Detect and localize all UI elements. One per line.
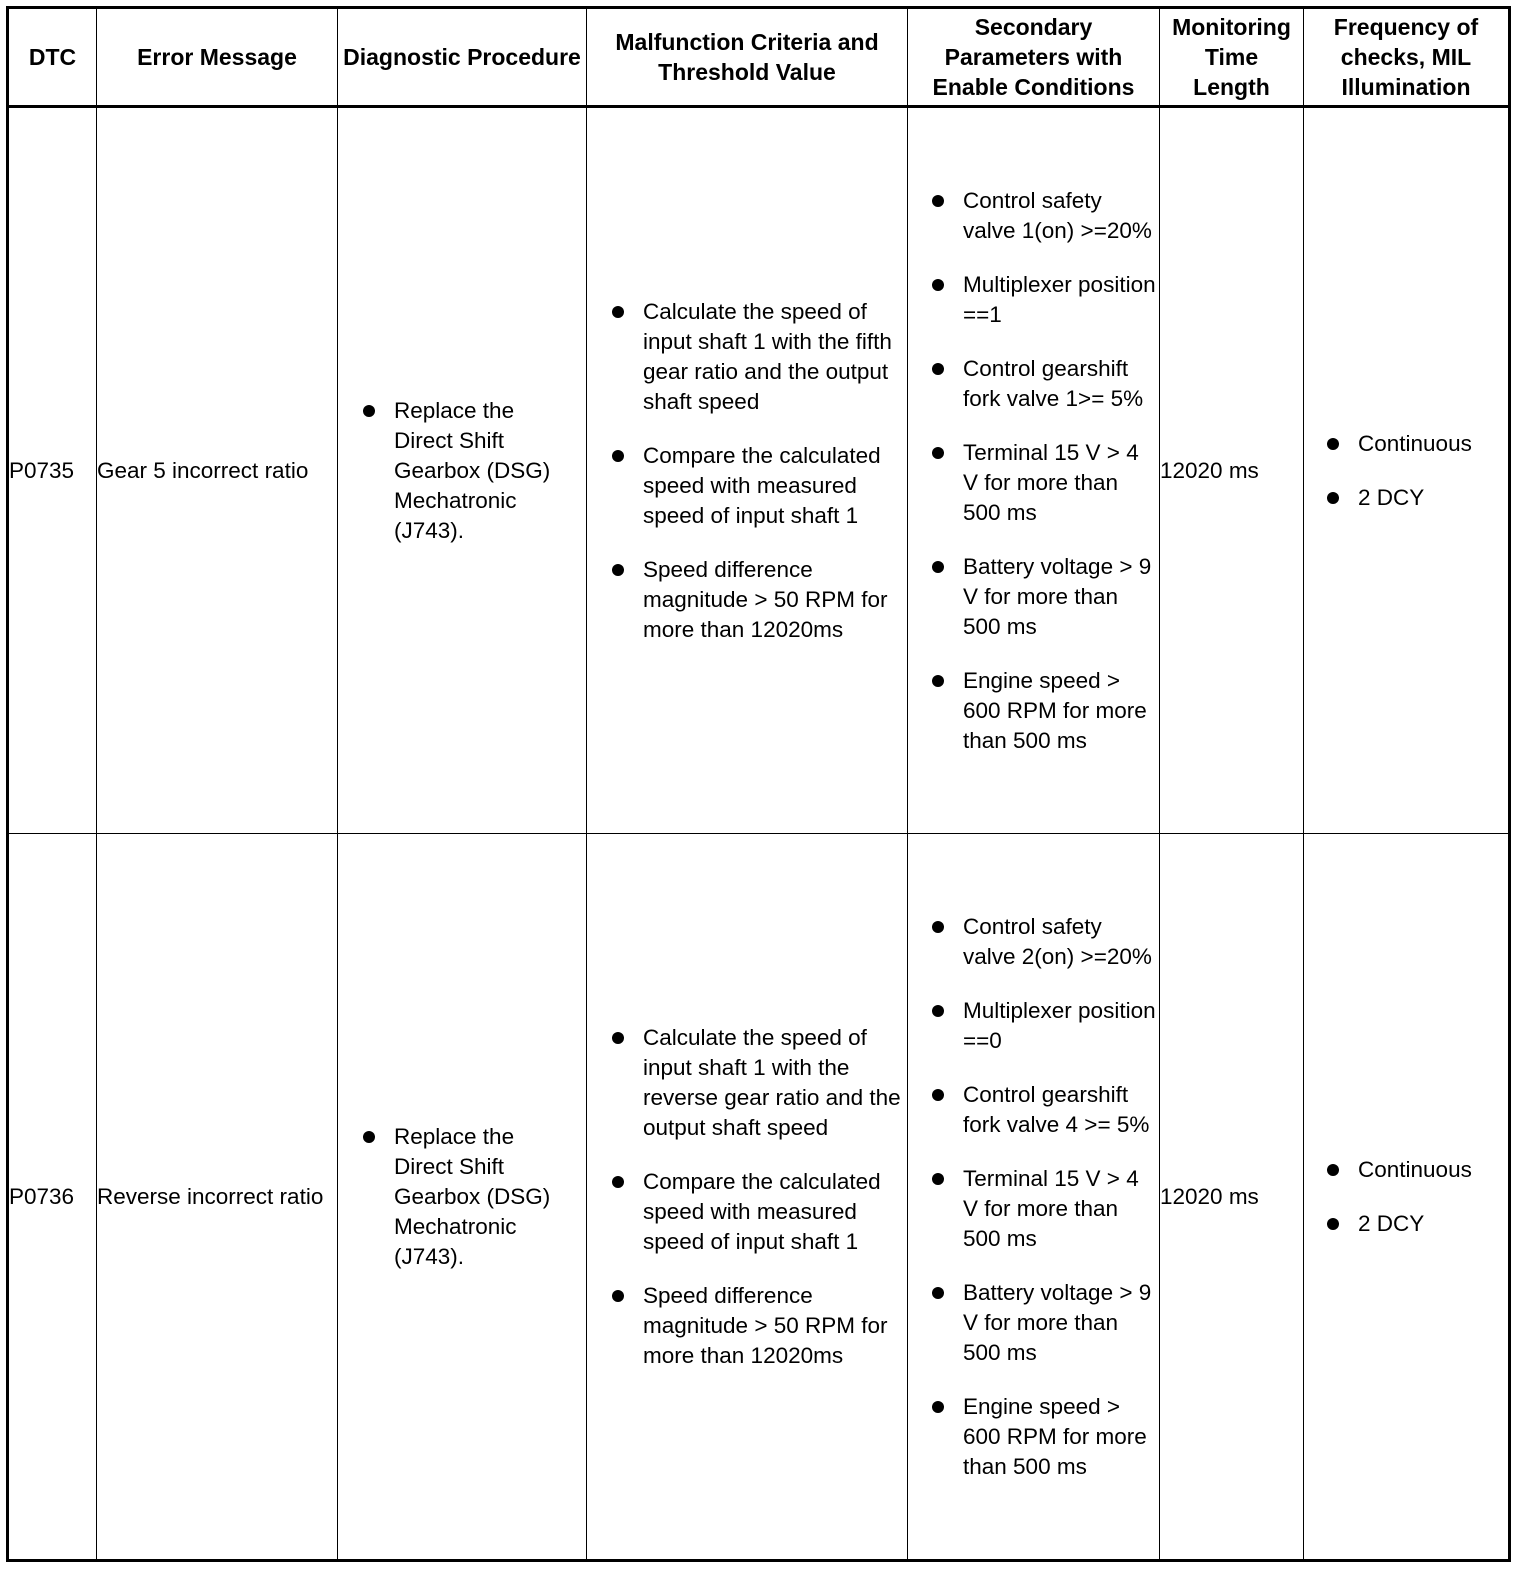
dtc-code: P0735 <box>8 107 97 834</box>
malfunction-criteria-cell <box>587 834 908 1561</box>
header-malfunction-criteria: Malfunction Criteria and Threshold Value <box>587 8 908 107</box>
bullet-list <box>338 1122 586 1272</box>
bullet-item: Multiplexer position ==1 <box>963 270 1157 330</box>
bullet-item: Speed difference magnitude > 50 RPM for more than 12020ms <box>643 555 901 645</box>
header-error-message: Error Message <box>97 8 338 107</box>
dtc-code: P0736 <box>8 834 97 1561</box>
monitoring-time: 12020 ms <box>1160 834 1304 1561</box>
bullet-item: Multiplexer position ==0 <box>963 996 1157 1056</box>
bullet-list <box>1304 429 1508 513</box>
bullet-item: Replace the Direct Shift Gearbox (DSG) Mechatronic (J743). <box>394 396 578 546</box>
bullet-item: Terminal 15 V > 4 V for more than 500 ms <box>963 438 1157 528</box>
header-diagnostic-procedure: Diagnostic Procedure <box>338 8 587 107</box>
bullet-item: Calculate the speed of input shaft 1 with the fifth gear ratio and the output shaft speed <box>643 297 901 417</box>
bullet-item: Terminal 15 V > 4 V for more than 500 ms <box>963 1164 1157 1254</box>
secondary-parameters-cell <box>908 107 1160 834</box>
malfunction-criteria-cell <box>587 107 908 834</box>
secondary-parameters-cell <box>908 834 1160 1561</box>
bullet-item: Engine speed > 600 RPM for more than 500 ms <box>963 1392 1157 1482</box>
bullet-list <box>1304 1155 1508 1239</box>
bullet-item: Control gearshift fork valve 4 >= 5% <box>963 1080 1157 1140</box>
header-frequency: Frequency of checks, MIL Illumination <box>1304 8 1510 107</box>
bullet-item: Continuous <box>1358 1155 1506 1185</box>
error-message: Gear 5 incorrect ratio <box>97 107 338 834</box>
frequency-cell <box>1304 107 1510 834</box>
header-row <box>8 8 1510 107</box>
bullet-item: Battery voltage > 9 V for more than 500 ms <box>963 1278 1157 1368</box>
bullet-item: Speed difference magnitude > 50 RPM for more than 12020ms <box>643 1281 901 1371</box>
monitoring-time: 12020 ms <box>1160 107 1304 834</box>
bullet-item: Control safety valve 1(on) >=20% <box>963 186 1157 246</box>
error-message: Reverse incorrect ratio <box>97 834 338 1561</box>
frequency-cell <box>1304 834 1510 1561</box>
bullet-item: Compare the calculated speed with measured speed of input shaft 1 <box>643 1167 901 1257</box>
dtc-table <box>6 6 1511 1562</box>
bullet-item: Control safety valve 2(on) >=20% <box>963 912 1157 972</box>
header-secondary-parameters: Secondary Parameters with Enable Conditions <box>908 8 1160 107</box>
bullet-list <box>587 297 907 645</box>
table-row <box>8 834 1510 1561</box>
bullet-list <box>908 186 1159 756</box>
bullet-list <box>338 396 586 546</box>
bullet-item: Replace the Direct Shift Gearbox (DSG) Mechatronic (J743). <box>394 1122 578 1272</box>
bullet-item: Calculate the speed of input shaft 1 with the reverse gear ratio and the output shaft speed <box>643 1023 901 1143</box>
bullet-item: 2 DCY <box>1358 483 1506 513</box>
bullet-item: Compare the calculated speed with measured speed of input shaft 1 <box>643 441 901 531</box>
bullet-item: Battery voltage > 9 V for more than 500 ms <box>963 552 1157 642</box>
header-monitoring-time: Monitoring Time Length <box>1160 8 1304 107</box>
bullet-list <box>587 1023 907 1371</box>
bullet-item: Continuous <box>1358 429 1506 459</box>
table-row <box>8 107 1510 834</box>
bullet-item: Control gearshift fork valve 1>= 5% <box>963 354 1157 414</box>
diagnostic-procedure-cell <box>338 834 587 1561</box>
bullet-item: 2 DCY <box>1358 1209 1506 1239</box>
bullet-list <box>908 912 1159 1482</box>
header-dtc: DTC <box>8 8 97 107</box>
bullet-item: Engine speed > 600 RPM for more than 500 ms <box>963 666 1157 756</box>
diagnostic-procedure-cell <box>338 107 587 834</box>
